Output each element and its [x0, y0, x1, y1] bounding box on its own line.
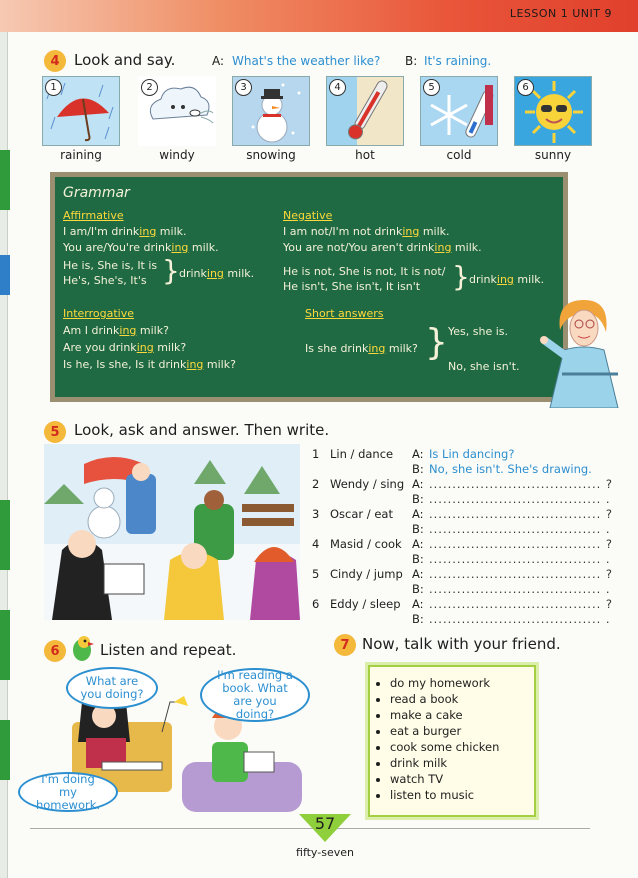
short-answer-question: Is she drinking milk? — [305, 342, 418, 355]
weather-label-sunny: sunny — [534, 148, 572, 162]
answer-label: B: — [405, 54, 418, 68]
affirmative-line: You are/You're drinking milk. — [63, 241, 219, 254]
exercise-6-title: Listen and repeat. — [100, 641, 237, 659]
weather-picture-sunny — [514, 76, 592, 146]
interrogative-heading: Interrogative — [63, 307, 135, 320]
qa-answer-line: ..................................... ? — [429, 477, 614, 491]
qa-label-a: A: — [412, 537, 424, 551]
qa-label-b: B: — [412, 462, 424, 476]
exercise-5-title: Look, ask and answer. Then write. — [74, 421, 330, 439]
short-answers-heading: Short answers — [305, 307, 384, 320]
qa-answer-line: ..................................... . — [429, 582, 611, 596]
exercise-4-title: Look and say. — [74, 51, 176, 69]
negative-tail: drinking milk. — [469, 273, 545, 286]
brace: } — [425, 322, 448, 363]
brace: } — [162, 254, 180, 287]
picture-number: 3 — [235, 79, 252, 96]
qa-item-prompt: Cindy / jump — [330, 567, 403, 581]
question-label: A: — [212, 54, 225, 68]
picture-number: 2 — [141, 79, 158, 96]
qa-item-prompt: Eddy / sleep — [330, 597, 401, 611]
qa-item-number: 6 — [312, 597, 320, 611]
exercise-6-badge: 6 — [44, 640, 66, 662]
edge-tab — [0, 720, 10, 780]
affirmative-tail: drinking milk. — [179, 267, 255, 280]
qa-answer-line: ..................................... . — [429, 492, 611, 506]
parrot-icon — [68, 634, 96, 662]
qa-item-prompt: Lin / dance — [330, 447, 394, 461]
edge-tab — [0, 255, 10, 295]
activity-item: • drink milk — [390, 755, 534, 771]
speech-bubble-question: What are you doing? — [66, 667, 158, 709]
speech-bubble-reading: I'm reading a book. What are you doing? — [200, 668, 310, 722]
weather-answer: It's raining. — [424, 54, 492, 68]
affirmative-line: He is, She is, It is — [63, 259, 158, 272]
grammar-title: Grammar — [63, 185, 130, 201]
qa-label-a: A: — [412, 447, 424, 461]
teacher-illustration — [540, 290, 630, 408]
qa-item-prompt: Oscar / eat — [330, 507, 393, 521]
qa-item-number: 2 — [312, 477, 320, 491]
qa-label-b: B: — [412, 552, 424, 566]
weather-label-cold: cold — [446, 148, 472, 162]
qa-label-a: A: — [412, 477, 424, 491]
page-number-words: fifty-seven — [296, 846, 354, 859]
grammar-board — [50, 172, 568, 402]
weather-picture-cold — [420, 76, 498, 146]
short-answer-yes: Yes, she is. — [448, 325, 509, 338]
qa-answer-line: ..................................... ? — [429, 537, 614, 551]
qa-label-b: B: — [412, 582, 424, 596]
short-answer-no: No, she isn't. — [448, 360, 520, 373]
weather-picture-windy — [138, 76, 216, 146]
activity-item: • listen to music — [390, 787, 534, 803]
activity-list — [370, 675, 534, 803]
qa-item-prompt: Masid / cook — [330, 537, 402, 551]
activity-item: • eat a burger — [390, 723, 534, 739]
qa-example-answer: No, she isn't. She's drawing. — [429, 462, 592, 476]
exercise-5-badge: 5 — [44, 421, 66, 443]
qa-answer-line: ..................................... . — [429, 552, 611, 566]
affirmative-heading: Affirmative — [63, 209, 124, 222]
qa-example-question: Is Lin dancing? — [429, 447, 515, 461]
interrogative-line: Are you drinking milk? — [63, 341, 187, 354]
activity-item: • do my homework — [390, 675, 534, 691]
qa-item-number: 1 — [312, 447, 320, 461]
qa-label-a: A: — [412, 507, 424, 521]
affirmative-line: He's, She's, It's — [63, 274, 147, 287]
activity-item: • read a book — [390, 691, 534, 707]
interrogative-line: Is he, Is she, Is it drinking milk? — [63, 358, 236, 371]
qa-answer-line: ..................................... ? — [429, 507, 614, 521]
picture-number: 1 — [45, 79, 62, 96]
brace: } — [452, 260, 470, 293]
qa-item-number: 3 — [312, 507, 320, 521]
picture-number: 6 — [517, 79, 534, 96]
qa-item-number: 4 — [312, 537, 320, 551]
qa-answer-line: ..................................... ? — [429, 597, 614, 611]
winter-scene-illustration — [44, 444, 300, 620]
activity-item: • cook some chicken — [390, 739, 534, 755]
affirmative-line: I am/I'm drinking milk. — [63, 225, 187, 238]
picture-number: 4 — [329, 79, 346, 96]
negative-line: You are not/You aren't drinking milk. — [283, 241, 482, 254]
qa-item-number: 5 — [312, 567, 320, 581]
edge-tab — [0, 150, 10, 210]
interrogative-line: Am I drinking milk? — [63, 324, 169, 337]
activity-item: • make a cake — [390, 707, 534, 723]
weather-picture-snowing — [232, 76, 310, 146]
qa-label-a: A: — [412, 567, 424, 581]
qa-item-prompt: Wendy / sing — [330, 477, 405, 491]
weather-question: What's the weather like? — [232, 54, 381, 68]
edge-tab — [0, 500, 10, 570]
qa-answer-line: ..................................... . — [429, 522, 611, 536]
edge-tab — [0, 610, 10, 680]
exercise-4-badge: 4 — [44, 50, 66, 72]
weather-label-hot: hot — [355, 148, 375, 162]
exercise-7-badge: 7 — [334, 634, 356, 656]
weather-label-raining: raining — [60, 148, 102, 162]
qa-label-b: B: — [412, 522, 424, 536]
weather-label-snowing: snowing — [246, 148, 296, 162]
qa-answer-line: ..................................... . — [429, 612, 611, 626]
qa-label-a: A: — [412, 597, 424, 611]
speech-bubble-homework: I'm doing my homework. — [18, 772, 118, 812]
weather-picture-raining — [42, 76, 120, 146]
negative-heading: Negative — [283, 209, 333, 222]
weather-picture-hot — [326, 76, 404, 146]
exercise-7-title: Now, talk with your friend. — [362, 635, 561, 653]
qa-label-b: B: — [412, 612, 424, 626]
page-number: 57 — [314, 814, 336, 833]
picture-number: 5 — [423, 79, 440, 96]
negative-line: I am not/I'm not drinking milk. — [283, 225, 450, 238]
activity-list-box — [368, 665, 536, 817]
qa-label-b: B: — [412, 492, 424, 506]
activity-item: • watch TV — [390, 771, 534, 787]
qa-answer-line: ..................................... ? — [429, 567, 614, 581]
negative-line: He is not, She is not, It is not/ — [283, 265, 446, 278]
lesson-label: LESSON 1 UNIT 9 — [509, 7, 612, 20]
negative-line: He isn't, She isn't, It isn't — [283, 280, 421, 293]
weather-label-windy: windy — [159, 148, 195, 162]
